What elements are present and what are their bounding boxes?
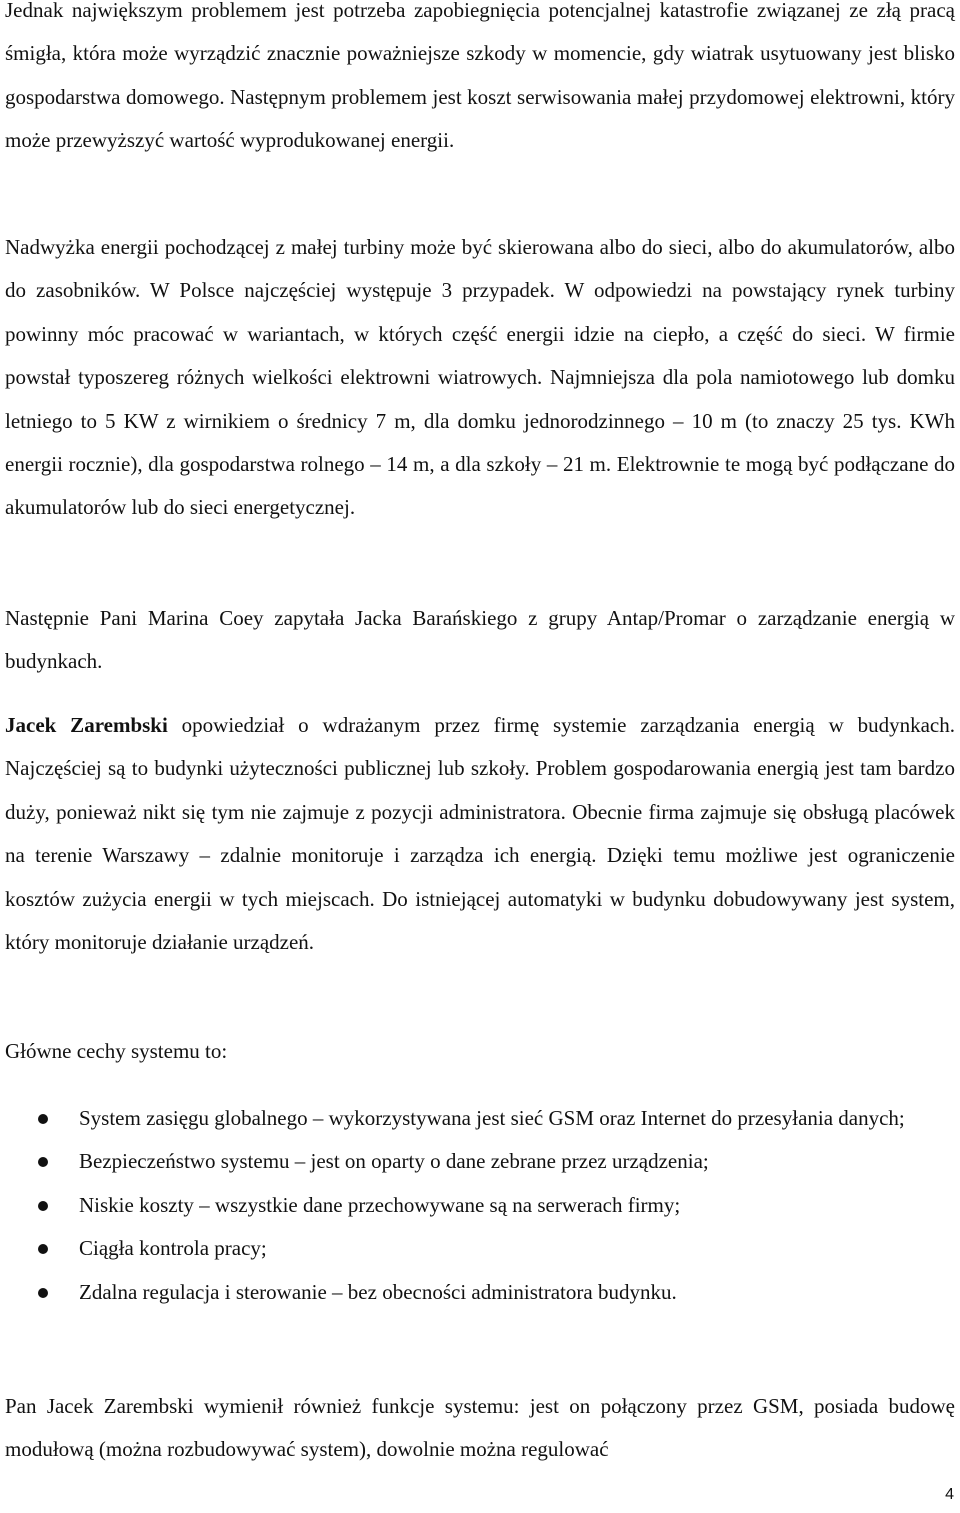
list-item-text: System zasięgu globalnego – wykorzystywana jest sieć GSM oraz Internet do przesyłania danych; — [79, 1106, 905, 1130]
bullet-icon — [38, 1157, 48, 1167]
list-item — [0, 1271, 955, 1314]
bullet-icon — [38, 1114, 48, 1124]
list-item-text: Zdalna regulacja i sterowanie – bez obecności administratora budynku. — [79, 1279, 677, 1304]
paragraph-functions: Pan Jacek Zarembski wymienił również funkcje systemu: jest on połączony przez GSM, posiada budowę modułową (można rozbudowywać system), dowolnie można regulować — [5, 1394, 955, 1462]
bullet-icon — [38, 1201, 48, 1211]
paragraph-surplus-energy: Nadwyżka energii pochodzącej z małej turbiny może być skierowana albo do sieci, albo do akumulatorów, albo do zasobników. W Polsce najczęściej występuje 3 przypadek. W odpowiedzi na powstający rynek turbiny powinny móc pracować w wariantach, w których część energii idzie na ciepło, a część do sieci. W firmie powstał typoszereg różnych wielkości elektrowni wiatrowych. Najmniejsza dla pola namiotowego lub domku letniego to 5 KW z wirnikiem o średnicy 7 m, dla domku jednorodzinnego – 10 m (to znaczy 25 tys. KWh energii rocznie), dla gospodarstwa rolnego – 14 m, a dla szkoły – 21 m. Elektrownie te mogą być podłączane do akumulatorów lub do sieci energetycznej. — [5, 235, 955, 520]
bullet-icon — [38, 1288, 48, 1298]
features-heading: Główne cechy systemu to: — [5, 1039, 228, 1063]
page-number: 4 — [945, 1486, 954, 1503]
speaker-name: Jacek Zarembski — [5, 713, 168, 737]
features-list — [0, 1097, 960, 1314]
paragraph-wind-risk: Jednak największym problemem jest potrzeba zapobiegnięcia potencjalnej katastrofie związanej ze złą pracą śmigła, która może wyrządzić znacznie poważniejsze szkody w momencie, gdy wiatrak usytuowany jest blisko gospodarstwa domowego. Następnym problemem jest koszt serwisowania małej przydomowej elektrowni, który może przewyższyć wartość wyprodukowanej energii. — [5, 0, 955, 153]
paragraph-zarembski — [5, 704, 955, 964]
list-item — [0, 1140, 955, 1183]
paragraph-zarembski-text: opowiedział o wdrażanym przez firmę systemie zarządzania energią w budynkach. Najczęściej są to budynki użyteczności publicznej lub szkoły. Problem gospodarowania energią jest tam bardzo duży, ponieważ nikt się tym nie zajmuje z pozycji administratora. Obecnie firma zajmuje się obsługą placówek na terenie Warszawy – zdalnie monitoruje i zarządza ich energią. Dzięki temu możliwe jest ograniczenie kosztów zużycia energii w tych miejscach. Do istniejącej automatyki w budynku dobudowywany jest system, który monitoruje działanie urządzeń. — [5, 713, 955, 955]
bullet-icon — [38, 1244, 48, 1254]
list-item — [0, 1227, 955, 1270]
list-item-text: Bezpieczeństwo systemu – jest on oparty o dane zebrane przez urządzenia; — [79, 1149, 709, 1174]
list-item-text: Niskie koszty – wszystkie dane przechowywane są na serwerach firmy; — [79, 1192, 681, 1217]
list-item — [0, 1184, 955, 1227]
list-item-text: Ciągła kontrola pracy; — [79, 1236, 267, 1261]
paragraph-question: Następnie Pani Marina Coey zapytała Jacka Barańskiego z grupy Antap/Promar o zarządzanie energią w budynkach. — [5, 606, 955, 674]
list-item — [0, 1097, 955, 1140]
